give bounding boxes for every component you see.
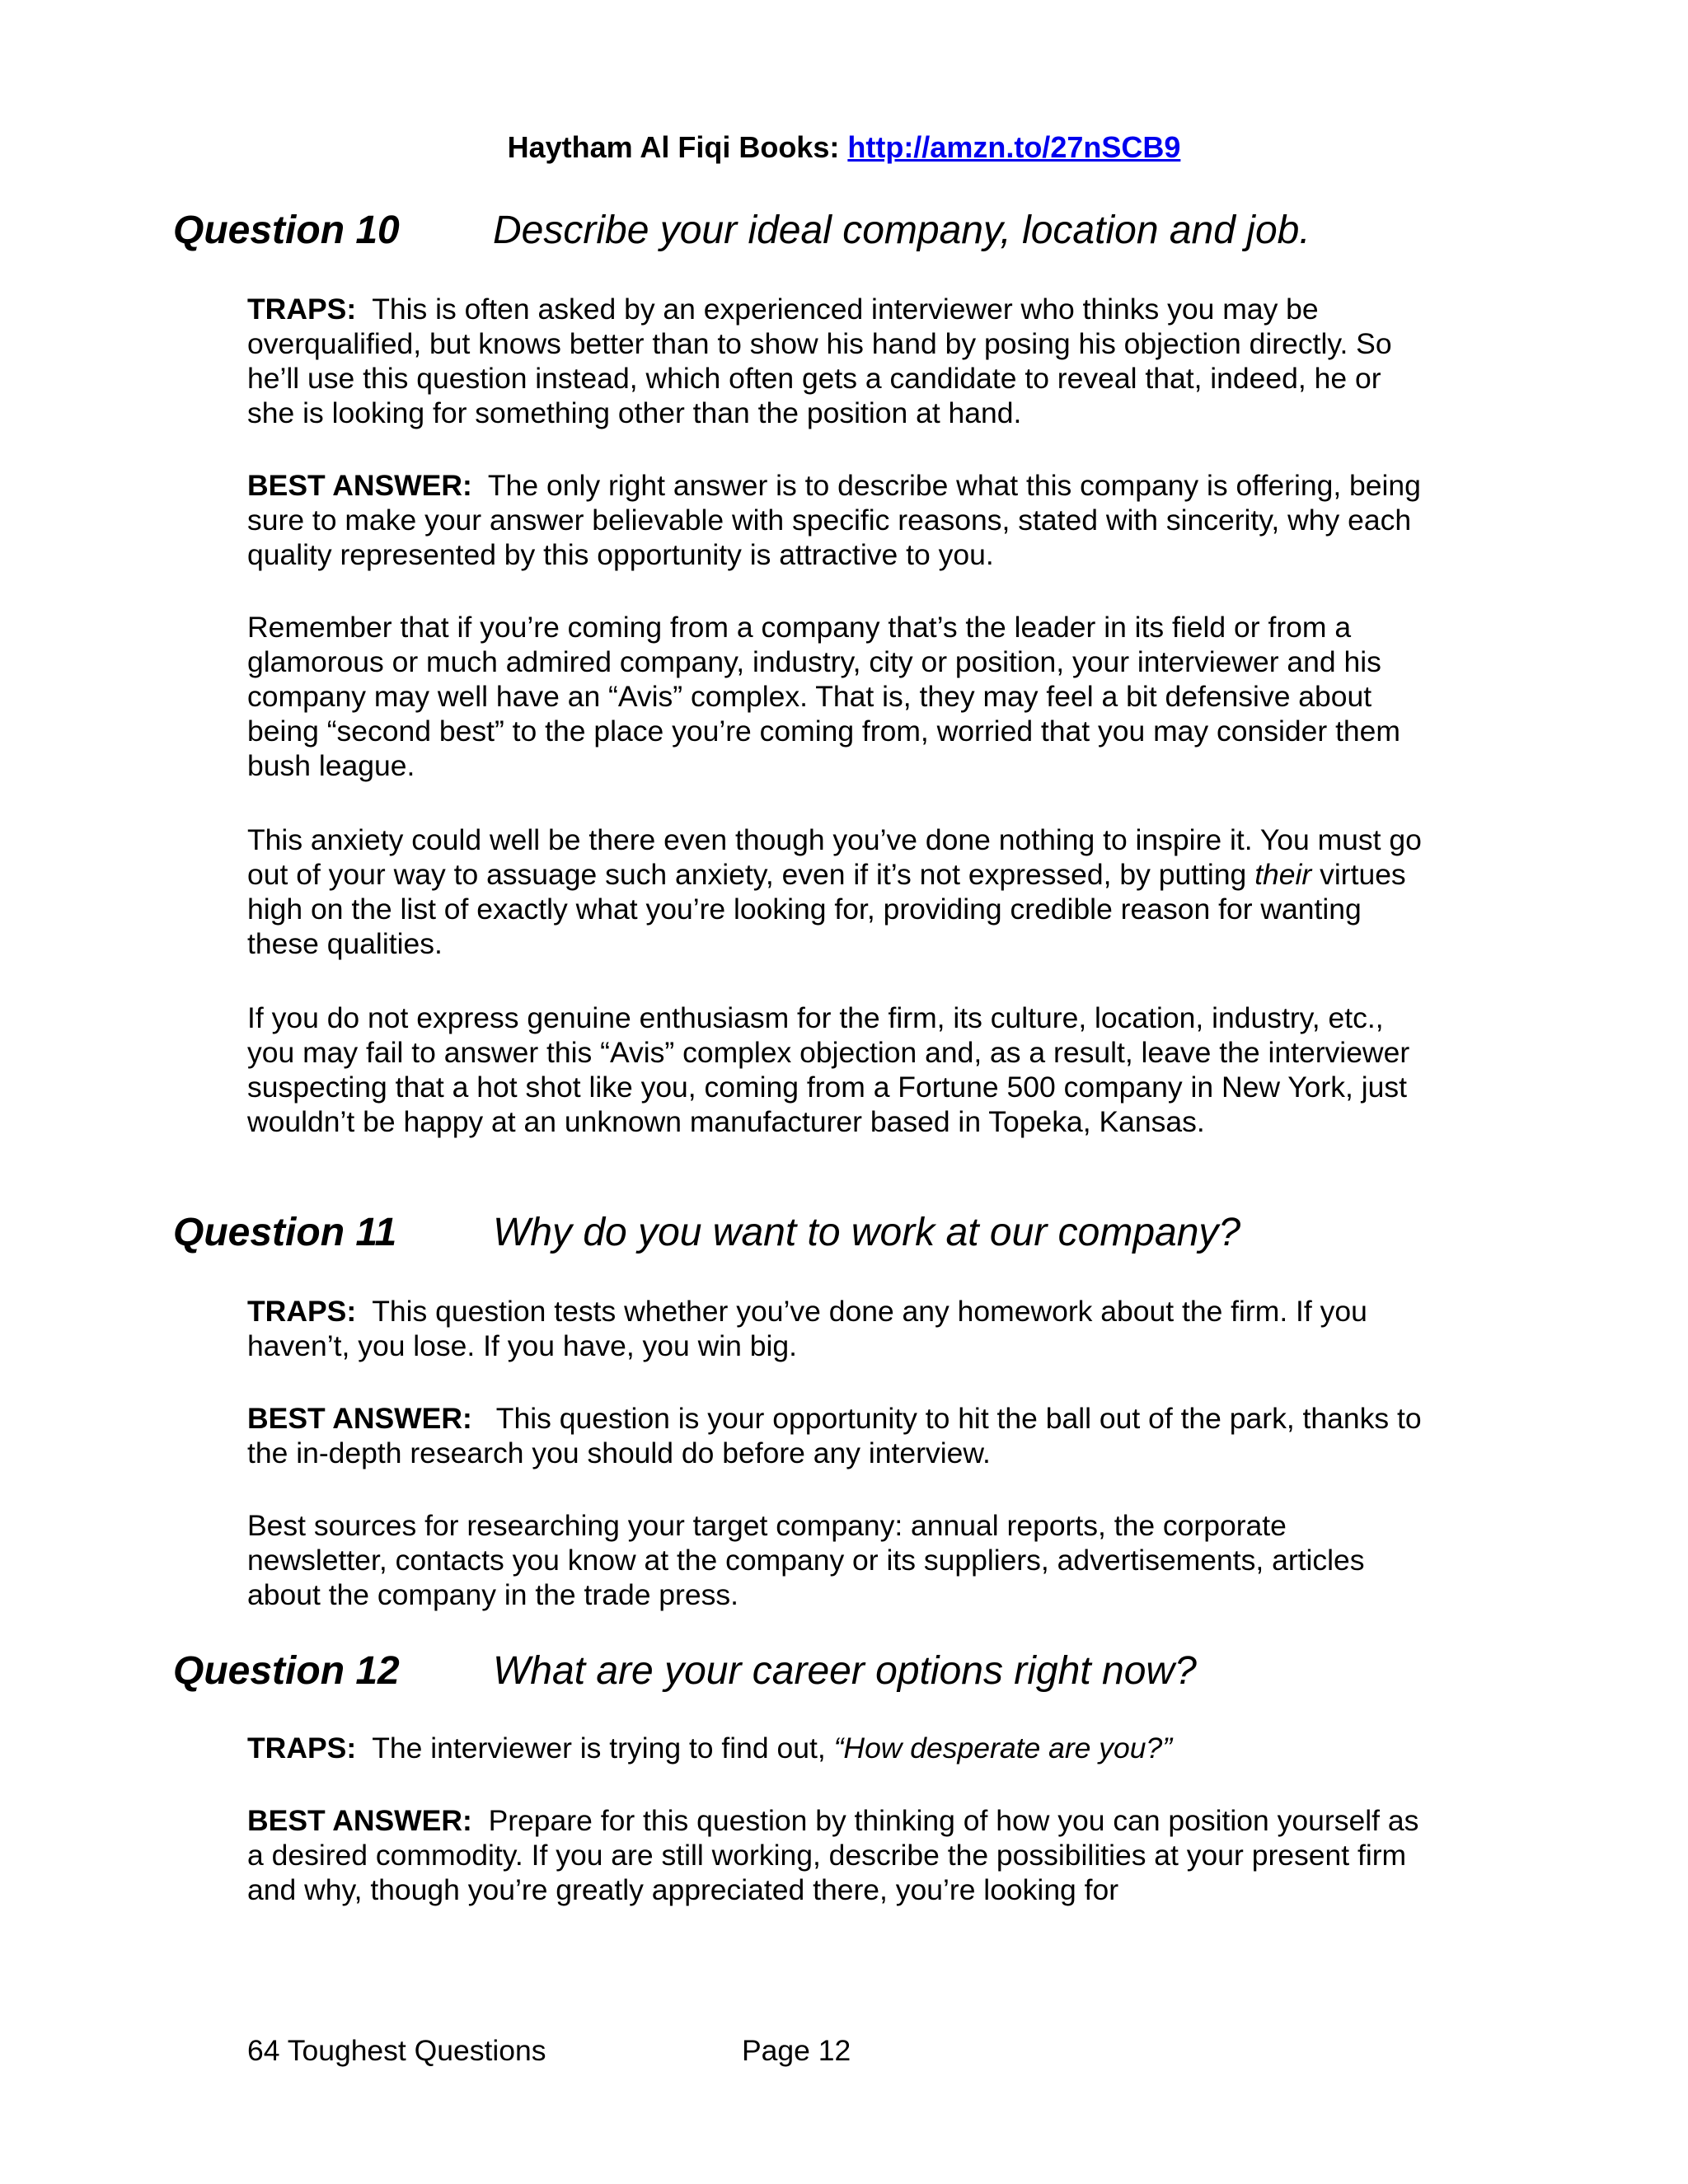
traps-label: TRAPS:	[247, 1295, 357, 1328]
page-header	[0, 130, 1688, 165]
question-number: Question 11	[173, 1211, 397, 1254]
body-paragraph	[247, 1508, 1434, 1612]
body-text: If you do not express genuine enthusiasm for the firm, its culture, location, industry, etc., you may fail to answer this “Avis” complex objection and, as a result, leave the interviewer suspecting that a hot shot like you, coming from a Fortune 500 company in New York, just wouldn’t be happy at an unknown manufacturer based in Topeka, Kansas.	[247, 1001, 1410, 1138]
best-answer-label: BEST ANSWER:	[247, 469, 472, 502]
body-text: virtues high on the list of exactly what you’re looking for, providing credible reason for wanting these qualities.	[247, 858, 1406, 960]
traps-label: TRAPS:	[247, 1732, 357, 1765]
best-answer-text: This question is your opportunity to hit the ball out of the park, thanks to the in-depth research you should do before any interview.	[247, 1402, 1422, 1469]
amazon-link[interactable]: http://amzn.to/27nSCB9	[847, 130, 1181, 164]
question-title: What are your career options right now?	[493, 1649, 1197, 1693]
body-paragraph	[247, 823, 1434, 961]
traps-text: This is often asked by an experienced interviewer who thinks you may be overqualified, but knows better than to show his hand by posing his objection directly. So he’ll use this question instead, which often gets a candidate to reveal that, indeed, he or she is looking for something other than the position at hand.	[247, 293, 1392, 429]
best-answer-paragraph	[247, 1401, 1434, 1470]
traps-text: The interviewer is trying to find out,	[372, 1732, 826, 1765]
body-paragraph	[247, 1001, 1434, 1139]
traps-paragraph	[247, 292, 1434, 430]
best-answer-label: BEST ANSWER:	[247, 1804, 472, 1837]
best-answer-text: The only right answer is to describe what this company is offering, being sure to make your answer believable with specific reasons, stated with sincerity, why each quality represented by this opportunity is attractive to you.	[247, 469, 1421, 571]
emphasis-text: “How desperate are you?”	[833, 1732, 1173, 1765]
footer-title: 64 Toughest Questions	[247, 2034, 546, 2067]
best-answer-paragraph	[247, 1803, 1434, 1907]
best-answer-label: BEST ANSWER:	[247, 1402, 472, 1435]
emphasis-text: their	[1254, 858, 1312, 891]
question-number: Question 12	[173, 1649, 400, 1693]
question-number: Question 10	[173, 209, 400, 252]
body-text: Remember that if you’re coming from a company that’s the leader in its field or from a glamorous or much admired company, industry, city or position, your interviewer and his company may well have an “Avis” complex. That is, they may feel a bit defensive about being “second best” to the place you’re coming from, worried that you may consider them bush league.	[247, 611, 1400, 782]
best-answer-text: Prepare for this question by thinking of how you can position yourself as a desired commodity. If you are still working, describe the possibilities at your present firm and why, though you’re greatly appreciated there, you’re looking for	[247, 1804, 1419, 1906]
question-title: Why do you want to work at our company?	[493, 1211, 1241, 1254]
question-title: Describe your ideal company, location and job.	[493, 209, 1311, 252]
body-paragraph	[247, 610, 1434, 783]
body-text: This anxiety could well be there even though you’ve done nothing to inspire it. You must go out of your way to assuage such anxiety, even if it’s not expressed, by putting	[247, 823, 1422, 891]
header-label: Haytham Al Fiqi Books:	[507, 130, 840, 164]
page-number: Page 12	[742, 2034, 851, 2067]
traps-paragraph	[247, 1294, 1434, 1363]
best-answer-paragraph	[247, 468, 1434, 572]
traps-text: This question tests whether you’ve done any homework about the firm. If you haven’t, you lose. If you have, you win big.	[247, 1295, 1367, 1362]
traps-paragraph	[247, 1731, 1434, 1765]
body-text: Best sources for researching your target company: annual reports, the corporate newsletter, contacts you know at the company or its suppliers, advertisements, articles about the company in the trade press.	[247, 1509, 1365, 1611]
traps-label: TRAPS:	[247, 293, 357, 326]
